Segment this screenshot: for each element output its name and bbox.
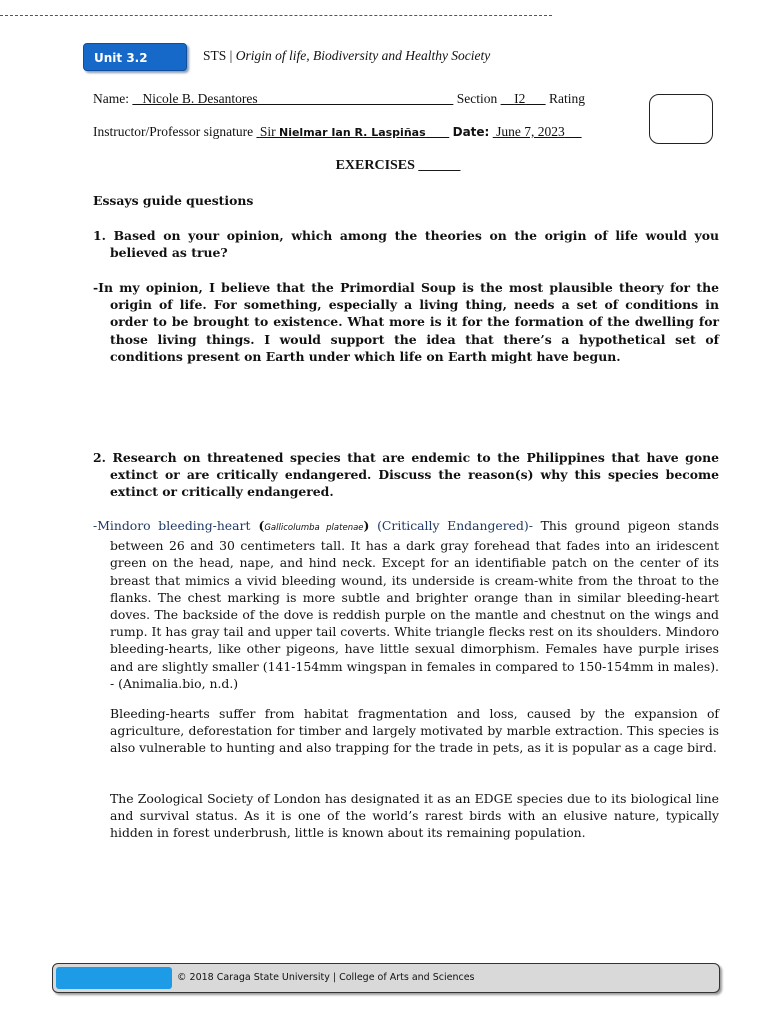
answer-1: -In my opinion, I believe that the Primordial Soup is the most plausible theory for the origin of life. For something, especially a living thing, needs a set of conditions in order to be brought to existence. What more is it for the formation of the dwelling for those living things. I would support the idea that there’s a hypothetical set of conditions present on Earth under which life on Earth might have begun. <box>93 280 719 364</box>
section-label: Section <box>456 91 498 106</box>
answer-2-paragraph-3: The Zoological Society of London has designated it as an EDGE species due to its biological line and survival status. As it is one of the world’s rarest birds with an elusive nature, typically hidden in forest underbrush, little is known about its remaining population. <box>110 791 719 841</box>
name-label: Name: <box>93 91 129 106</box>
instructor-name: Nielmar Ian R. Laspiñas <box>278 126 426 139</box>
sci-close: ) <box>363 518 370 533</box>
footer-text: © 2018 Caraga State University | College of Arts and Sciences <box>177 972 475 983</box>
student-row <box>93 91 585 107</box>
date-value: June 7, 2023 <box>496 124 565 139</box>
cut-line <box>0 15 552 16</box>
date-field[interactable] <box>493 124 582 139</box>
sci-open: ( <box>250 518 265 533</box>
unit-label: Unit 3.2 <box>94 51 148 65</box>
instructor-field[interactable] <box>256 124 449 139</box>
paragraph-1-body: This ground pigeon stands between 26 and 30 centimeters tall. It has a dark gray forehead that fades into an iridescent green on the head, nape, and hind neck. Except for an identifiable patch on the center of its breast that mimics a vivid bleeding wound, its underside is cream-white from the throat to the flanks. The chest marking is more subtle and brighter orange than in similar bleeding-heart doves. The backside of the dove is reddish purple on the mantle and chestnut on the wings and rump. It has gray tail and upper tail coverts. White triangle flecks rest on its shoulders. Mindoro bleeding-hearts, like other pigeons, have little sexual dimorphism. Females have purple irises and are slightly smaller (141-154mm wingspan in females in compared to 150-154mm in males). - (Animalia.bio, n.d.) <box>110 518 720 691</box>
course-code: STS | <box>203 48 233 63</box>
course-title: Origin of life, Biodiversity and Healthy Society <box>235 48 491 63</box>
species-prefix: - <box>93 518 98 533</box>
conservation-status: (Critically Endangered) <box>369 518 529 533</box>
instructor-prefix: Sir <box>259 124 279 139</box>
species-name: Mindoro bleeding-heart <box>97 518 251 533</box>
footer-accent-block <box>56 967 172 989</box>
status-dash: - <box>528 518 533 533</box>
question-1: 1. Based on your opinion, which among the theories on the origin of life would you believed as true? <box>93 228 719 261</box>
answer-2-paragraph-1 <box>93 517 719 692</box>
section-value: I2 <box>514 91 526 106</box>
question-2: 2. Research on threatened species that are endemic to the Philippines that have gone extinct or are critically endangered. Discuss the reason(s) why this species become extinct or critically endangered. <box>93 450 719 500</box>
rating-label: Rating <box>548 91 585 106</box>
section-field[interactable] <box>501 91 546 106</box>
course-header <box>203 48 490 64</box>
unit-badge <box>83 43 187 71</box>
exercises-title: EXERCISES ______ <box>335 158 461 173</box>
rating-box[interactable] <box>649 94 713 144</box>
section-heading: Essays guide questions <box>93 193 254 208</box>
date-label: Date: <box>452 125 490 139</box>
scientific-name: Gallicolumba platenae <box>264 523 364 533</box>
answer-2-paragraph-2: Bleeding-hearts suffer from habitat fragmentation and loss, caused by the expansion of agriculture, deforestation for timber and largely motivated by marble extraction. This species is also vulnerable to hunting and also trapping for the trade in pets, as it is popular as a cage bird. <box>110 706 719 756</box>
page-footer <box>52 963 720 993</box>
instructor-row <box>93 124 582 140</box>
instructor-label: Instructor/Professor signature <box>93 124 254 139</box>
name-field[interactable] <box>132 91 453 106</box>
name-value: Nicole B. Desantores <box>142 91 258 106</box>
